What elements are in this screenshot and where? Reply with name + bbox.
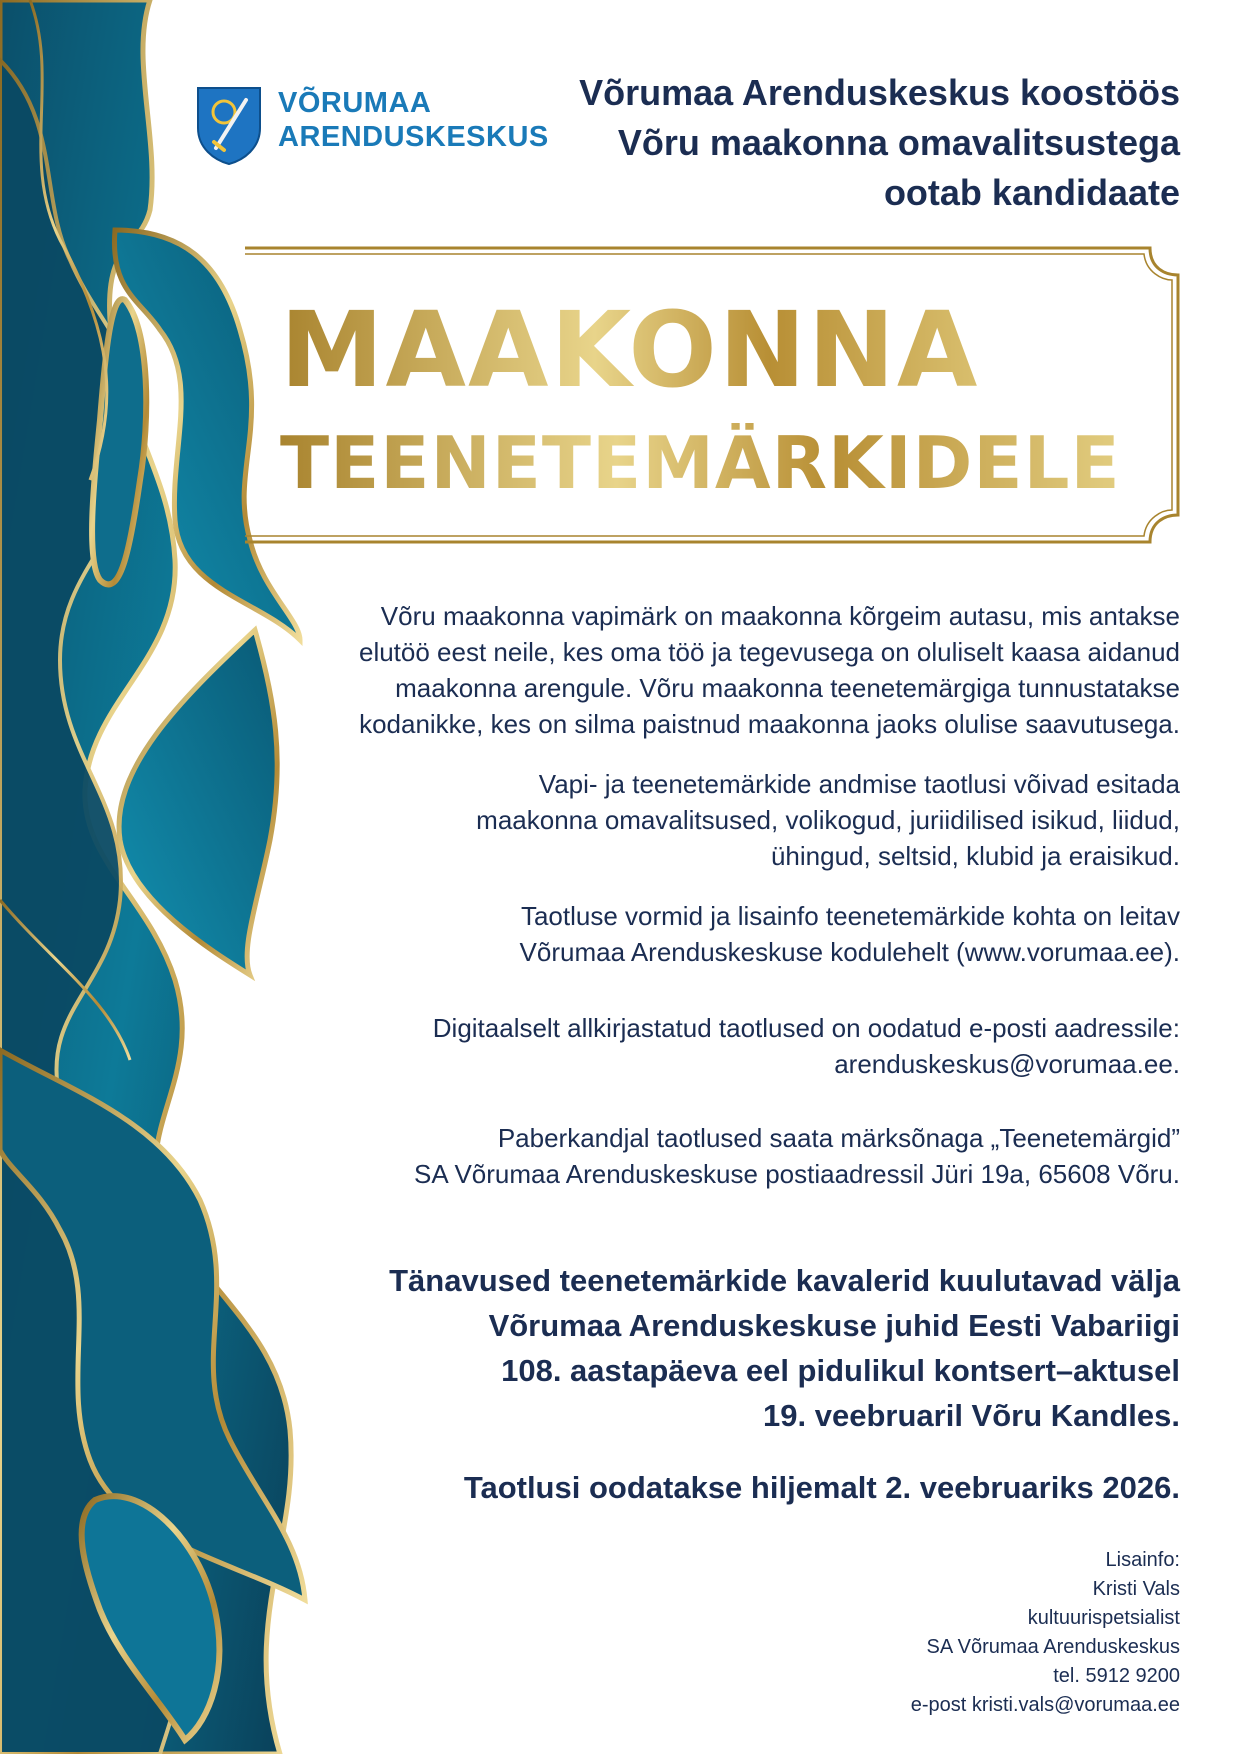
paragraph-line: maakonna arengule. Võru maakonna teenetemärgiga tunnustatakse <box>395 673 1180 703</box>
shield-icon <box>196 86 262 166</box>
paragraph-line: maakonna omavalitsused, volikogud, juriidilised isikud, liidud, <box>476 805 1180 835</box>
contact-info <box>680 1546 1180 1720</box>
title-line-1: MAAKONNA <box>280 289 980 411</box>
contact-name: Kristi Vals <box>1092 1578 1180 1600</box>
contact-label: Lisainfo: <box>1105 1549 1180 1571</box>
title-line-2: TEENETEMÄRKIDELE <box>280 421 1121 505</box>
paragraph-forms <box>280 898 1180 970</box>
paragraph-line: Vapi- ja teenetemärkide andmise taotlusi võivad esitada <box>538 769 1180 799</box>
paragraph-line: SA Võrumaa Arenduskeskuse postiaadressil Jüri 19a, 65608 Võru. <box>413 1159 1180 1189</box>
announcement-line: Võrumaa Arenduskeskuse juhid Eesti Vabariigi <box>488 1308 1180 1343</box>
header-line-1: Võrumaa Arenduskeskus koostöös <box>579 72 1180 113</box>
announcement-line: Tänavused teenetemärkide kavalerid kuulutavad välja <box>389 1263 1180 1298</box>
paragraph-line: Paberkandjal taotlused saata märksõnaga „Teenetemärgid” <box>497 1123 1180 1153</box>
header-intro <box>480 68 1180 218</box>
paragraph-paper <box>280 1120 1180 1192</box>
contact-org: SA Võrumaa Arenduskeskus <box>926 1636 1180 1658</box>
paragraph-line: Digitaalselt allkirjastatud taotlused on oodatud e-posti aadressile: <box>432 1013 1180 1043</box>
main-title <box>190 245 1190 545</box>
paragraph-line: elutöö eest neile, kes oma töö ja tegevusega on oluliselt kaasa aidanud <box>358 637 1180 667</box>
logo-line-2: ARENDUSKESKUS <box>278 121 549 153</box>
announcement <box>280 1258 1180 1438</box>
paragraph-applicants <box>280 766 1180 874</box>
contact-role: kultuurispetsialist <box>1027 1607 1180 1629</box>
email-link[interactable]: arenduskeskus@vorumaa.ee. <box>834 1049 1180 1079</box>
paragraph-email <box>280 1010 1180 1082</box>
logo-line-1: VÕRUMAA <box>278 87 432 119</box>
contact-email[interactable]: e-post kristi.vals@vorumaa.ee <box>910 1694 1180 1716</box>
contact-phone: tel. 5912 9200 <box>1053 1665 1180 1687</box>
paragraph-line: Võru maakonna vapimärk on maakonna kõrgeim autasu, mis antakse <box>380 601 1180 631</box>
paragraph-line: kodanikke, kes on silma paistnud maakonna jaoks olulise saavutusega. <box>359 709 1180 739</box>
organization-logo <box>196 86 549 170</box>
paragraph-awards <box>280 598 1180 742</box>
announcement-line: 19. veebruaril Võru Kandles. <box>763 1398 1180 1433</box>
header-line-2: Võru maakonna omavalitsustega <box>617 122 1180 163</box>
deadline: Taotlusi oodatakse hiljemalt 2. veebruariks 2026. <box>463 1470 1180 1505</box>
announcement-line: 108. aastapäeva eel pidulikul kontsert–aktusel <box>501 1353 1180 1388</box>
paragraph-line: Taotluse vormid ja lisainfo teenetemärkide kohta on leitav <box>520 901 1180 931</box>
paragraph-line: ühingud, seltsid, klubid ja eraisikud. <box>770 841 1180 871</box>
header-line-3: ootab kandidaate <box>883 172 1180 213</box>
paragraph-line: Võrumaa Arenduskeskuse kodulehelt (www.vorumaa.ee). <box>519 937 1180 967</box>
